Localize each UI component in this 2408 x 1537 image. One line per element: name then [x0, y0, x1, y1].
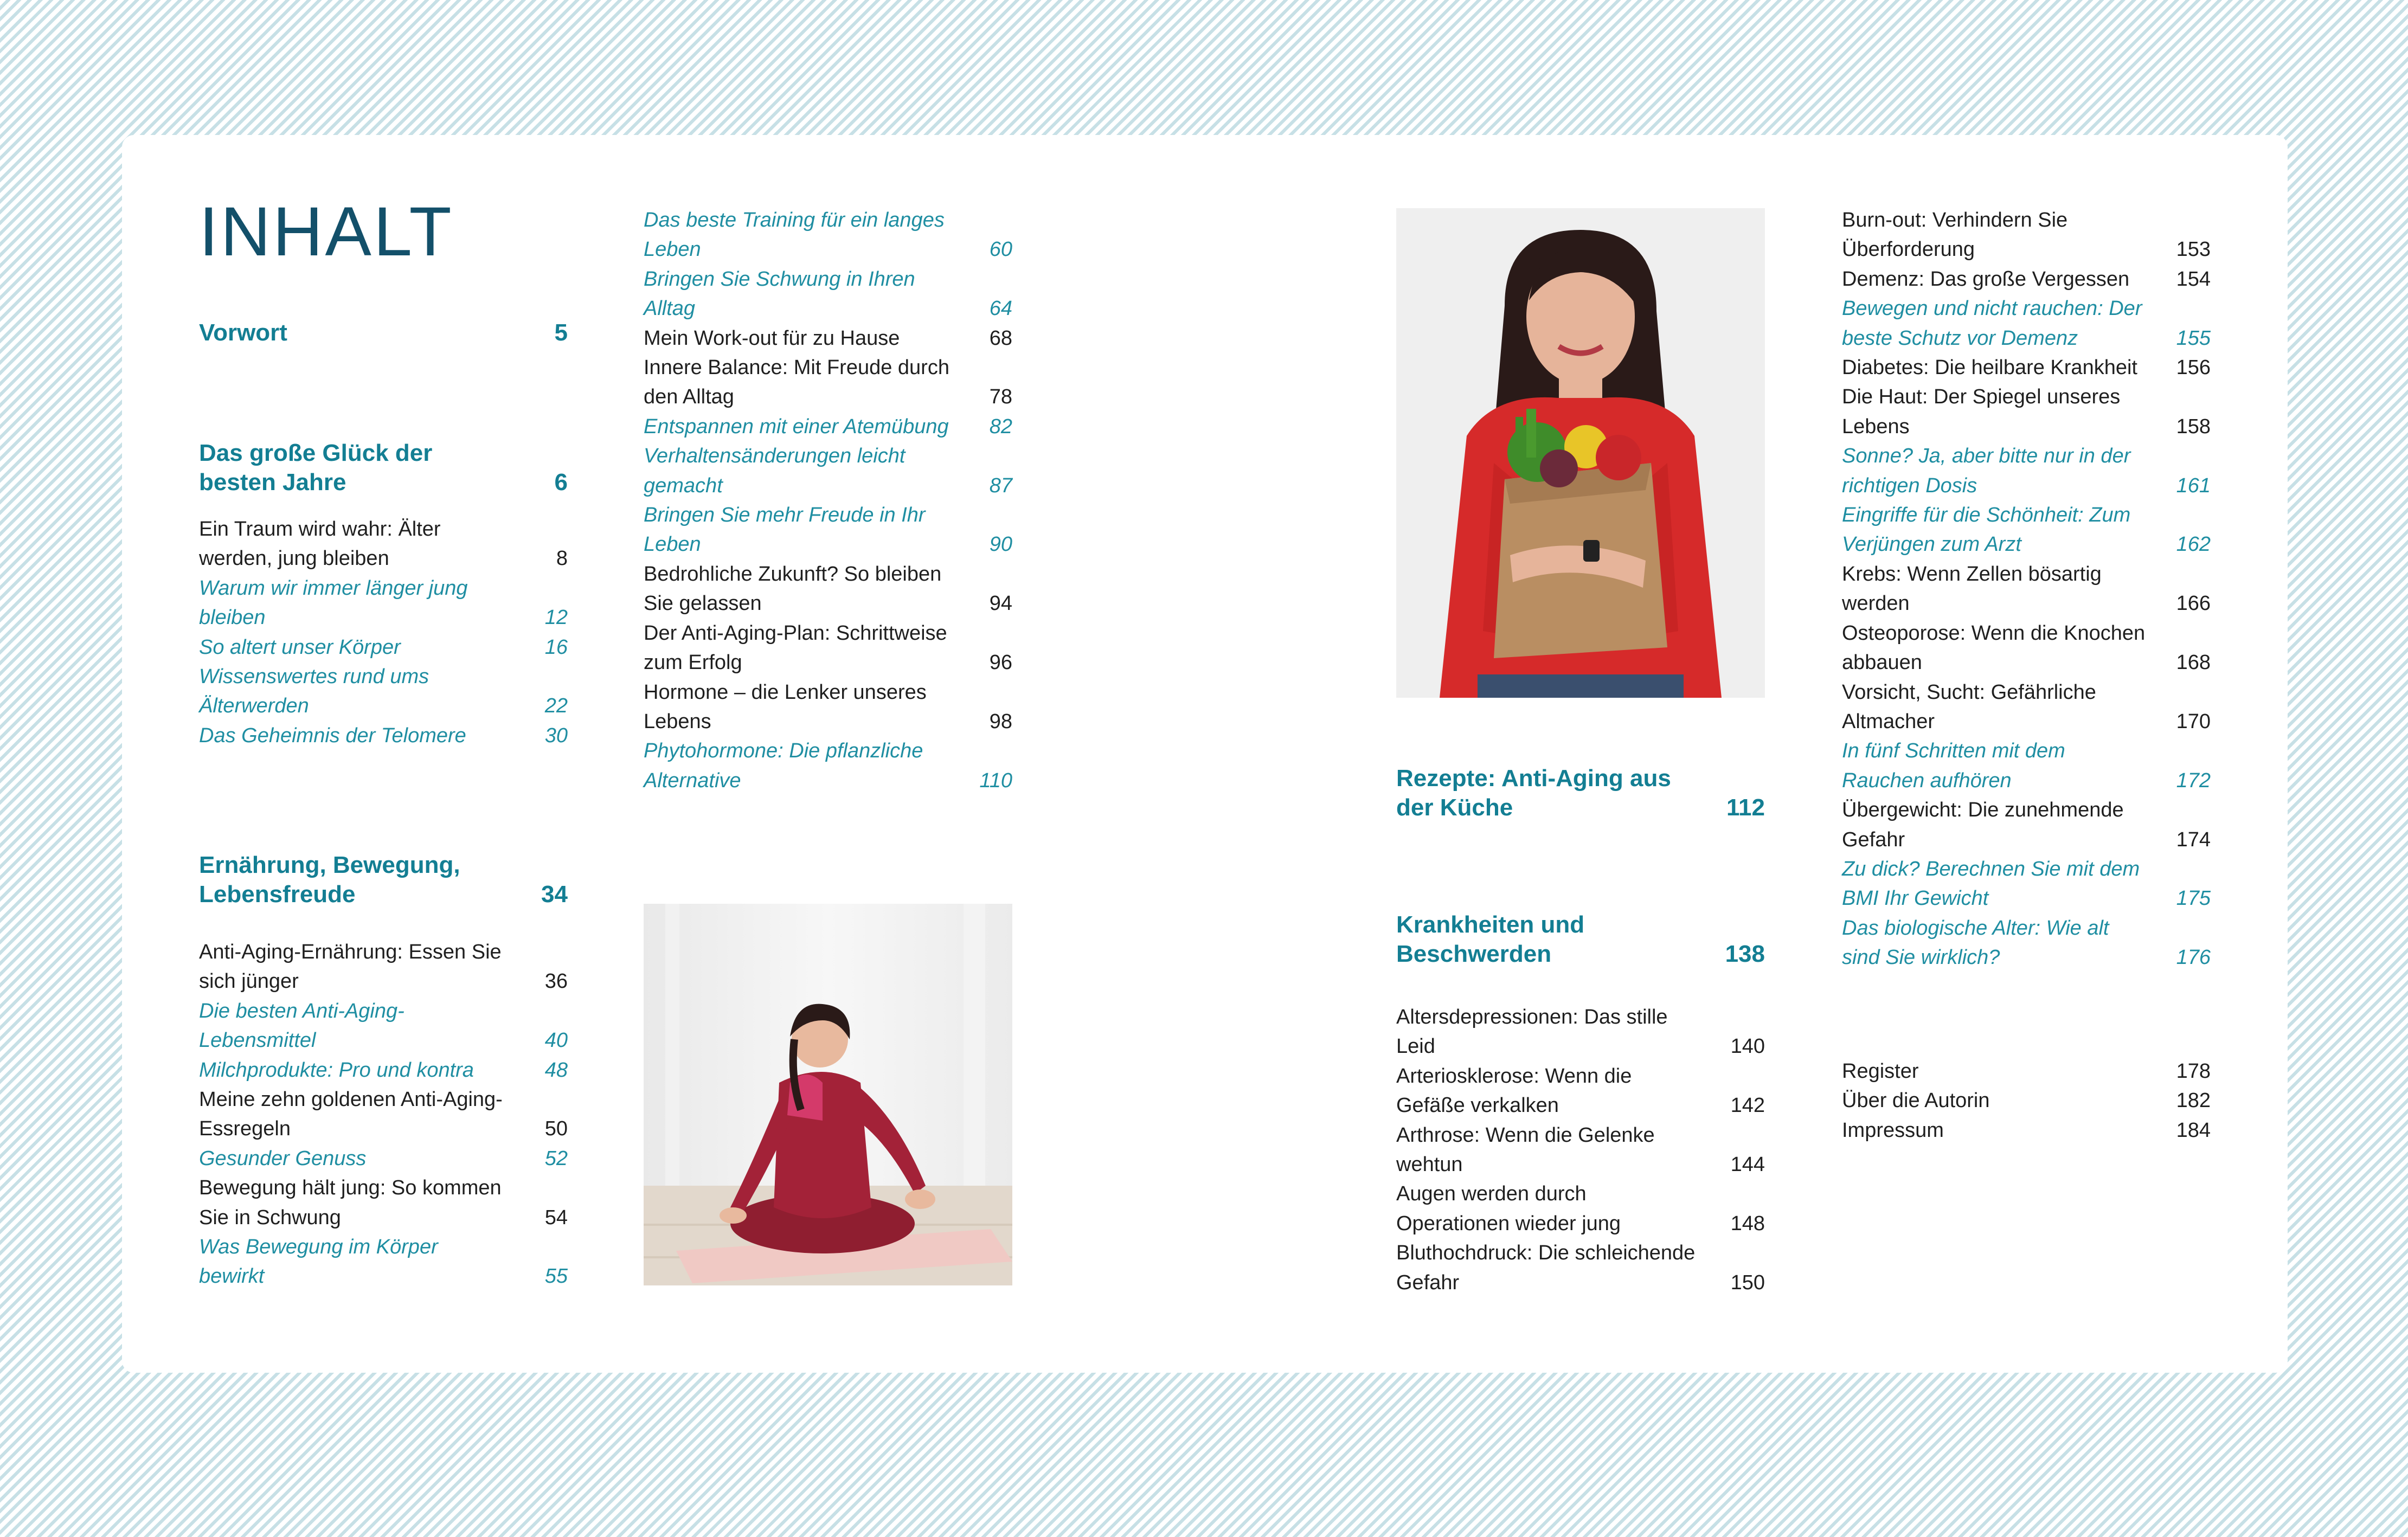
toc-entry-page: 34 — [541, 881, 568, 908]
toc-entry-title: Phytohormone: Die pflanzliche Alternative — [644, 739, 923, 792]
toc-entry-title: Bewegung hält jung: So kommen Sie in Schwung — [199, 1176, 502, 1229]
toc-entry-title: Über die Autorin — [1842, 1089, 1990, 1112]
toc-entry-0[interactable] — [1396, 1002, 1765, 1062]
toc-entry-title: Sonne? Ja, aber bitte nur in der richtigen Dosis — [1842, 445, 2131, 497]
toc-entry-title: Mein Work-out für zu Hause — [644, 326, 900, 350]
toc-entry-page: 48 — [544, 1058, 568, 1082]
toc-entry-page: 6 — [554, 469, 568, 496]
toc-entry-page: 82 — [989, 415, 1012, 438]
toc-entry-page: 150 — [1730, 1271, 1765, 1294]
toc-entry-5[interactable] — [644, 441, 1012, 500]
toc-entry-7[interactable] — [199, 1056, 568, 1085]
toc-entry-title: Das Geheimnis der Telomere — [199, 724, 466, 747]
toc-entry-title: Die Haut: Der Spiegel unseres Lebens — [1842, 385, 2121, 438]
toc-entry-12[interactable] — [1842, 854, 2211, 914]
toc-entry-7[interactable] — [1842, 560, 2211, 619]
toc-entry-page: 153 — [2176, 238, 2211, 261]
toc-entry-title: Zu dick? Berechnen Sie mit dem BMI Ihr Gewicht — [1842, 857, 2140, 910]
toc-appendix-1[interactable] — [1842, 1086, 2211, 1115]
toc-entry-title: In fünf Schritten mit dem Rauchen aufhören — [1842, 739, 2065, 792]
toc-entry-page: 138 — [1725, 941, 1765, 967]
toc-entry-page: 142 — [1730, 1094, 1765, 1117]
woman-stretching-illustration — [644, 904, 1012, 1285]
toc-entry-page: 178 — [2176, 1060, 2211, 1083]
toc-entry-page: 161 — [2176, 474, 2211, 497]
toc-entry-title: So altert unser Körper — [199, 635, 401, 659]
toc-entry-page: 16 — [544, 635, 568, 659]
toc-entry-4[interactable] — [199, 721, 568, 750]
toc-entry-page: 52 — [544, 1147, 568, 1170]
toc-entry-page: 175 — [2176, 887, 2211, 910]
toc-entry-page: 5 — [554, 319, 568, 346]
toc-entry-title: Innere Balance: Mit Freude durch den Alltag — [644, 356, 949, 409]
toc-section-2[interactable] — [199, 851, 568, 909]
toc-entry-5[interactable] — [199, 937, 568, 996]
toc-entry-8[interactable] — [1842, 619, 2211, 678]
toc-entry-title: Anti-Aging-Ernährung: Essen Sie sich jünger — [199, 941, 502, 993]
toc-entry-title: Arthrose: Wenn die Gelenke wehtun — [1396, 1123, 1655, 1176]
toc-entry-5[interactable] — [1842, 441, 2211, 500]
toc-entry-page: 172 — [2176, 769, 2211, 792]
toc-entry-title: Demenz: Das große Vergessen — [1842, 267, 2130, 291]
toc-entry-page: 112 — [1726, 794, 1765, 821]
toc-entry-title: Hormone – die Lenker unseres Lebens — [644, 680, 927, 733]
toc-entry-title: Rezepte: Anti-Aging aus der Küche — [1396, 765, 1671, 821]
toc-entry-page: 98 — [989, 710, 1012, 733]
toc-entry-3[interactable] — [1842, 353, 2211, 382]
book-spread — [122, 135, 2288, 1373]
toc-entry-title: Bluthochdruck: Die schleichende Gefahr — [1396, 1242, 1696, 1294]
toc-entry-title: Altersdepressionen: Das stille Leid — [1396, 1006, 1668, 1058]
toc-entry-page: 36 — [544, 970, 568, 993]
toc-entry-page: 155 — [2176, 326, 2211, 350]
toc-entry-1[interactable] — [1842, 265, 2211, 294]
toc-entry-11[interactable] — [1842, 795, 2211, 854]
toc-entry-2[interactable] — [1842, 294, 2211, 353]
toc-entry-0[interactable] — [1842, 205, 2211, 265]
toc-entry-7[interactable] — [644, 560, 1012, 619]
toc-section-0[interactable] — [199, 318, 568, 348]
toc-entry-page: 30 — [544, 724, 568, 747]
toc-section-1[interactable] — [199, 439, 568, 497]
toc-section-0[interactable] — [1396, 764, 1765, 822]
toc-entry-3[interactable] — [199, 662, 568, 721]
toc-entry-page: 55 — [544, 1265, 568, 1288]
page-title: INHALT — [199, 193, 454, 271]
toc-entry-page: 156 — [2176, 356, 2211, 380]
toc-appendix-2[interactable] — [1842, 1116, 2211, 1145]
toc-entry-1[interactable] — [1396, 1062, 1765, 1121]
toc-entry-title: Eingriffe für die Schönheit: Zum Verjüngen zum Arzt — [1842, 504, 2131, 556]
toc-entry-page: 110 — [979, 769, 1012, 792]
toc-entry-1[interactable] — [644, 265, 1012, 324]
toc-entry-title: Ernährung, Bewegung, Lebensfreude — [199, 852, 460, 908]
toc-entry-4[interactable] — [1396, 1238, 1765, 1297]
toc-entry-3[interactable] — [644, 353, 1012, 412]
toc-section-1[interactable] — [1396, 910, 1765, 969]
toc-entry-title: Osteoporose: Wenn die Knochen abbauen — [1842, 621, 2146, 674]
toc-entry-title: Bringen Sie Schwung in Ihren Alltag — [644, 267, 915, 320]
toc-entry-3[interactable] — [1396, 1179, 1765, 1238]
toc-entry-10[interactable] — [199, 1173, 568, 1232]
toc-entry-page: 60 — [989, 238, 1012, 261]
toc-entry-9[interactable] — [199, 1144, 568, 1173]
toc-entry-page: 96 — [989, 651, 1012, 674]
toc-entry-title: Augen werden durch Operationen wieder jung — [1396, 1182, 1621, 1235]
toc-entry-page: 68 — [989, 326, 1012, 350]
toc-entry-page: 40 — [544, 1029, 568, 1052]
toc-entry-6[interactable] — [199, 996, 568, 1056]
toc-entry-9[interactable] — [644, 678, 1012, 737]
toc-entry-page: 182 — [2176, 1089, 2211, 1112]
toc-entry-page: 8 — [556, 547, 568, 570]
toc-entry-page: 90 — [989, 533, 1012, 556]
toc-entry-title: Milchprodukte: Pro und kontra — [199, 1058, 474, 1082]
toc-entry-title: Arteriosklerose: Wenn die Gefäße verkalken — [1396, 1064, 1632, 1117]
toc-entry-page: 64 — [989, 297, 1012, 320]
toc-entry-2[interactable] — [644, 324, 1012, 353]
toc-entry-title: Warum wir immer länger jung bleiben — [199, 576, 468, 629]
toc-appendix-0[interactable] — [1842, 1057, 2211, 1086]
toc-entry-page: 176 — [2176, 946, 2211, 969]
toc-entry-title: Krankheiten und Beschwerden — [1396, 911, 1585, 967]
toc-entry-page: 22 — [544, 694, 568, 718]
toc-entry-title: Ein Traum wird wahr: Älter werden, jung bleiben — [199, 518, 441, 570]
toc-entry-title: Was Bewegung im Körper bewirkt — [199, 1236, 438, 1288]
toc-entry-0[interactable] — [199, 515, 568, 574]
toc-entry-page: 170 — [2176, 710, 2211, 733]
toc-entry-title: Das große Glück der besten Jahre — [199, 440, 433, 496]
toc-entry-title: Diabetes: Die heilbare Krankheit — [1842, 356, 2137, 380]
toc-entry-page: 184 — [2176, 1118, 2211, 1142]
toc-entry-4[interactable] — [1842, 382, 2211, 441]
toc-entry-title: Bewegen und nicht rauchen: Der beste Schutz vor Demenz — [1842, 297, 2142, 350]
toc-entry-title: Das biologische Alter: Wie alt sind Sie wirklich? — [1842, 916, 2109, 969]
toc-entry-11[interactable] — [199, 1232, 568, 1291]
toc-entry-page: 174 — [2176, 828, 2211, 851]
toc-entry-title: Entspannen mit einer Atemübung — [644, 415, 949, 438]
toc-entry-4[interactable] — [644, 412, 1012, 441]
toc-entry-9[interactable] — [1842, 678, 2211, 737]
toc-entry-page: 144 — [1730, 1153, 1765, 1176]
toc-entry-0[interactable] — [644, 205, 1012, 265]
toc-entry-8[interactable] — [644, 619, 1012, 678]
toc-entry-title: Die besten Anti-Aging-Lebensmittel — [199, 999, 404, 1052]
toc-entry-page: 94 — [989, 592, 1012, 615]
toc-entry-title: Gesunder Genuss — [199, 1147, 367, 1170]
toc-entry-title: Wissenswertes rund ums Älterwerden — [199, 665, 429, 718]
toc-entry-page: 140 — [1730, 1035, 1765, 1058]
woman-with-groceries-illustration — [1396, 208, 1765, 698]
toc-entry-title: Der Anti-Aging-Plan: Schrittweise zum Erfolg — [644, 621, 947, 674]
toc-entry-title: Bedrohliche Zukunft? So bleiben Sie gelassen — [644, 562, 942, 615]
toc-entry-title: Meine zehn goldenen Anti-Aging-Essregeln — [199, 1088, 503, 1141]
toc-entry-1[interactable] — [199, 574, 568, 633]
toc-entry-page: 12 — [544, 606, 568, 629]
toc-entry-6[interactable] — [644, 500, 1012, 560]
toc-entry-title: Krebs: Wenn Zellen bösartig werden — [1842, 562, 2102, 615]
toc-entry-title: Verhaltensänderungen leicht gemacht — [644, 445, 906, 497]
toc-entry-title: Vorsicht, Sucht: Gefährliche Altmacher — [1842, 680, 2096, 733]
toc-entry-title: Vorwort — [199, 319, 287, 346]
toc-entry-title: Burn-out: Verhindern Sie Überforderung — [1842, 209, 2068, 261]
toc-entry-title: Bringen Sie mehr Freude in Ihr Leben — [644, 504, 926, 556]
toc-entry-page: 154 — [2176, 267, 2211, 291]
toc-entry-page: 54 — [544, 1206, 568, 1229]
toc-entry-13[interactable] — [1842, 914, 2211, 973]
toc-entry-page: 166 — [2176, 592, 2211, 615]
toc-entry-2[interactable] — [1396, 1121, 1765, 1180]
toc-entry-page: 148 — [1730, 1212, 1765, 1235]
toc-entry-6[interactable] — [1842, 500, 2211, 560]
toc-entry-title: Register — [1842, 1060, 1919, 1083]
toc-entry-10[interactable] — [644, 736, 1012, 795]
toc-entry-title: Das beste Training für ein langes Leben — [644, 209, 945, 261]
groceries-photo — [1396, 208, 1765, 698]
toc-entry-page: 50 — [544, 1117, 568, 1141]
toc-entry-page: 158 — [2176, 415, 2211, 438]
toc-entry-title: Übergewicht: Die zunehmende Gefahr — [1842, 799, 2124, 851]
exercise-photo — [644, 904, 1012, 1285]
toc-entry-page: 78 — [989, 385, 1012, 409]
toc-entry-page: 168 — [2176, 651, 2211, 674]
toc-entry-title: Impressum — [1842, 1118, 1944, 1142]
toc-entry-page: 87 — [989, 474, 1012, 497]
toc-entry-page: 162 — [2176, 533, 2211, 556]
toc-entry-10[interactable] — [1842, 736, 2211, 795]
toc-entry-2[interactable] — [199, 633, 568, 662]
toc-entry-8[interactable] — [199, 1085, 568, 1144]
